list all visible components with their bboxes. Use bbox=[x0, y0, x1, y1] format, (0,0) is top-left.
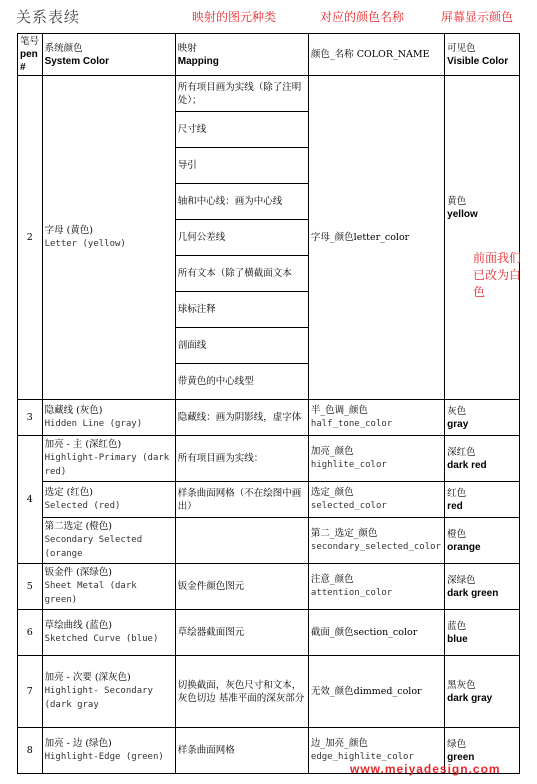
page-title: 关系表续 bbox=[16, 8, 81, 26]
visible-color-cell: 灰色 gray bbox=[445, 400, 520, 436]
table-row bbox=[18, 76, 520, 112]
mapping-cell: 草绘器截面图元 bbox=[175, 610, 308, 656]
system-color-cell: 加亮 - 次要 (深灰色) Highlight- Secondary (dark gray bbox=[42, 656, 175, 728]
pen-number: 3 bbox=[18, 400, 43, 436]
color-name-cell: 选定_颜色 selected_color bbox=[308, 482, 444, 518]
pen-color-table bbox=[17, 33, 520, 774]
header-color-name: 颜色_名称 COLOR_NAME bbox=[308, 34, 444, 76]
table-row bbox=[18, 518, 520, 564]
visible-color-cell: 蓝色 blue bbox=[445, 610, 520, 656]
mapping-cell: 样条曲面网格（不在绘图中画出） bbox=[175, 482, 308, 518]
mapping-cell: 隐藏线：画为阴影线，虚字体 bbox=[175, 400, 308, 436]
mapping-cell: 切换截面，灰色尺寸和文本，灰色切边 基准平面的深灰部分 bbox=[175, 656, 308, 728]
header-pen: 笔号 pen # bbox=[18, 34, 43, 76]
header-mapping: 映射 Mapping bbox=[175, 34, 308, 76]
color-name-cell: 注意_颜色 attention_color bbox=[308, 564, 444, 610]
visible-color-cell: 黑灰色 dark gray bbox=[445, 656, 520, 728]
annotation-mapping-type: 映射的图元种类 bbox=[192, 10, 277, 24]
table-header-row bbox=[18, 34, 520, 76]
table-row bbox=[18, 564, 520, 610]
pen-number: 7 bbox=[18, 656, 43, 728]
system-color-cell: 字母 (黄色) Letter (yellow) bbox=[42, 76, 175, 400]
mapping-cell: 剖面线 bbox=[175, 328, 308, 364]
color-name-cell: 截面_颜色section_color bbox=[308, 610, 444, 656]
mapping-cell: 轴和中心线：画为中心线 bbox=[175, 184, 308, 220]
watermark: www.meiyadesign.com bbox=[350, 762, 501, 776]
visible-color-cell: 深红色 dark red bbox=[445, 436, 520, 482]
pen-number: 5 bbox=[18, 564, 43, 610]
color-name-cell: 半_色调_颜色 half_tone_color bbox=[308, 400, 444, 436]
color-name-cell: 边_加亮_颜色 edge_highlite_color bbox=[308, 728, 444, 774]
system-color-cell: 隐藏线 (灰色) Hidden Line (gray) bbox=[42, 400, 175, 436]
color-name-cell: 无效_颜色dimmed_color bbox=[308, 656, 444, 728]
system-color-cell: 钣金件 (深绿色) Sheet Metal (dark green) bbox=[42, 564, 175, 610]
system-color-cell: 选定 (红色) Selected (red) bbox=[42, 482, 175, 518]
table-row bbox=[18, 436, 520, 482]
system-color-cell: 草绘曲线 (蓝色) Sketched Curve (blue) bbox=[42, 610, 175, 656]
mapping-cell: 钣金件颜色图元 bbox=[175, 564, 308, 610]
annotation-color-name: 对应的颜色名称 bbox=[320, 10, 405, 24]
pen-number: 2 bbox=[18, 76, 43, 400]
mapping-cell: 所有项目画为实线（除了注明处）； bbox=[175, 76, 308, 112]
mapping-cell: 球标注释 bbox=[175, 292, 308, 328]
table-row bbox=[18, 656, 520, 728]
pen-number: 6 bbox=[18, 610, 43, 656]
system-color-cell: 第二选定 (橙色) Secondary Selected (orange bbox=[42, 518, 175, 564]
mapping-cell: 样条曲面网格 bbox=[175, 728, 308, 774]
color-name-cell: 字母_颜色letter_color bbox=[308, 76, 444, 400]
mapping-cell bbox=[175, 518, 308, 564]
visible-color-cell: 绿色 green bbox=[445, 728, 520, 774]
header-system-color: 系统颜色 System Color bbox=[42, 34, 175, 76]
mapping-cell: 所有项目画为实线： bbox=[175, 436, 308, 482]
table-row bbox=[18, 610, 520, 656]
visible-color-cell: 黄色 yellow bbox=[445, 76, 520, 400]
mapping-cell: 几何公差线 bbox=[175, 220, 308, 256]
table-row bbox=[18, 400, 520, 436]
mapping-cell: 所有文本（除了横截面文本 bbox=[175, 256, 308, 292]
annotation-screen-color: 屏幕显示颜色 bbox=[441, 10, 514, 24]
mapping-cell: 带黄色的中心线型 bbox=[175, 364, 308, 400]
system-color-cell: 加亮 - 边 (绿色) Highlight-Edge (green) bbox=[42, 728, 175, 774]
white-color-note: 前面我们已改为白色 bbox=[473, 251, 522, 299]
color-name-cell: 加亮_颜色 highlite_color bbox=[308, 436, 444, 482]
table-row bbox=[18, 482, 520, 518]
visible-color-cell: 橙色 orange bbox=[445, 518, 520, 564]
header-visible-color: 可见色 Visible Color bbox=[445, 34, 520, 76]
pen-number: 8 bbox=[18, 728, 43, 774]
visible-color-cell: 深绿色 dark green bbox=[445, 564, 520, 610]
pen-number: 4 bbox=[18, 436, 43, 564]
system-color-cell: 加亮 - 主 (深红色) Highlight-Primary (dark red) bbox=[42, 436, 175, 482]
mapping-cell: 导引 bbox=[175, 148, 308, 184]
color-name-cell: 第二_选定_颜色 secondary_selected_color bbox=[308, 518, 444, 564]
visible-color-cell: 红色 red bbox=[445, 482, 520, 518]
mapping-cell: 尺寸线 bbox=[175, 112, 308, 148]
